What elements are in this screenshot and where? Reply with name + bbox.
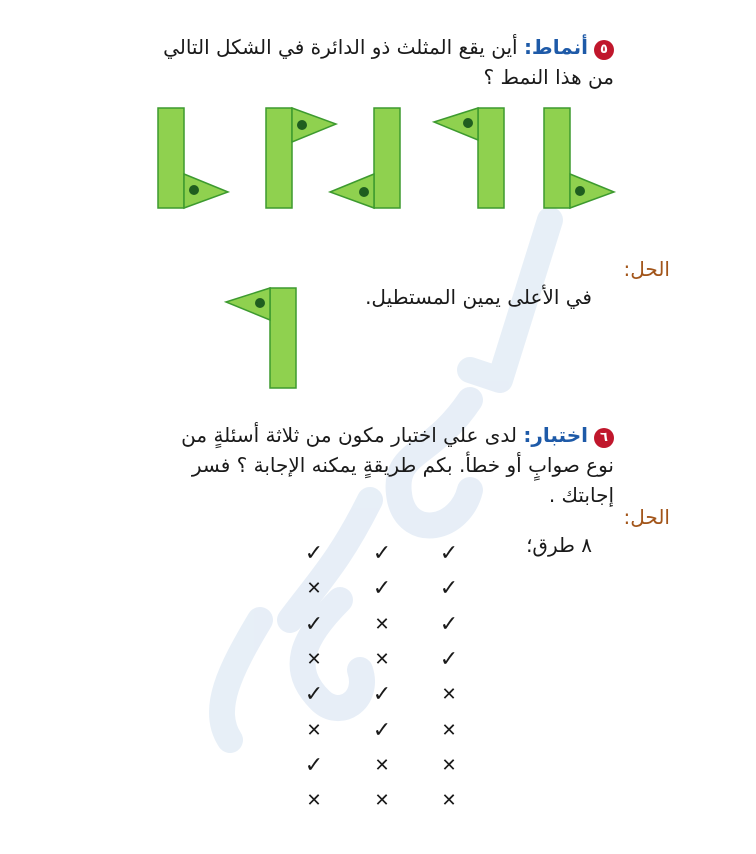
pattern-shape-3	[322, 100, 412, 220]
check-mark-icon: ✓	[439, 646, 459, 672]
q6-line1	[181, 420, 614, 450]
q5-text-line1: أين يقع المثلث ذو الدائرة في الشكل التالي	[163, 35, 518, 59]
q5-title: أنماط:	[523, 35, 588, 59]
q5-text-line2: من هذا النمط ؟	[483, 65, 614, 89]
q5-line2	[484, 62, 614, 92]
cross-mark-icon: ✕	[441, 719, 457, 741]
q5-solution-text: في الأعلى يمين المستطيل.	[365, 285, 592, 309]
answer-shape	[218, 280, 308, 400]
check-mark-icon: ✓	[372, 717, 392, 743]
q5-number-badge: ٥	[594, 40, 614, 60]
q6-line2	[192, 450, 614, 480]
cross-mark-icon: ✕	[306, 578, 322, 600]
cross-mark-icon: ✕	[441, 684, 457, 706]
q6-solution-text: ٨ طرق؛	[526, 533, 592, 557]
check-mark-icon: ✓	[439, 576, 459, 602]
check-mark-icon: ✓	[372, 576, 392, 602]
cross-mark-icon: ✕	[306, 648, 322, 670]
q6-title: اختبار:	[523, 423, 588, 447]
cross-mark-icon: ✕	[306, 790, 322, 812]
cross-mark-icon: ✕	[441, 790, 457, 812]
check-mark-icon: ✓	[372, 682, 392, 708]
pattern-shape-4	[426, 100, 516, 220]
check-mark-icon: ✓	[304, 752, 324, 778]
pattern-shape-1	[150, 100, 240, 220]
q6-text-line1: لدى علي اختبار مكون من ثلاثة أسئلةٍ من	[181, 423, 518, 447]
q6-number-badge: ٦	[594, 428, 614, 448]
check-mark-icon: ✓	[372, 541, 392, 566]
q5-line1	[163, 32, 614, 62]
pattern-shape-5	[536, 100, 626, 220]
cross-mark-icon: ✕	[306, 719, 322, 741]
check-mark-icon: ✓	[304, 541, 324, 566]
cross-mark-icon: ✕	[441, 754, 457, 776]
q6-text-line3: إجابتك .	[548, 483, 614, 507]
cross-mark-icon: ✕	[374, 790, 390, 812]
check-mark-icon: ✓	[439, 611, 459, 637]
q6-line3	[549, 480, 614, 510]
check-mark-icon: ✓	[304, 682, 324, 708]
q6-text-line2: نوع صوابٍ أو خطأ. بكم طريقةٍ يمكنه الإجابة ؟ فسر	[191, 453, 614, 477]
cross-mark-icon: ✕	[374, 754, 390, 776]
check-mark-icon: ✓	[439, 541, 459, 566]
cross-mark-icon: ✕	[374, 648, 390, 670]
q6-solution-label: الحل:	[623, 505, 670, 529]
cross-mark-icon: ✕	[374, 613, 390, 635]
q5-solution-label: الحل:	[623, 257, 670, 281]
check-mark-icon: ✓	[304, 611, 324, 637]
